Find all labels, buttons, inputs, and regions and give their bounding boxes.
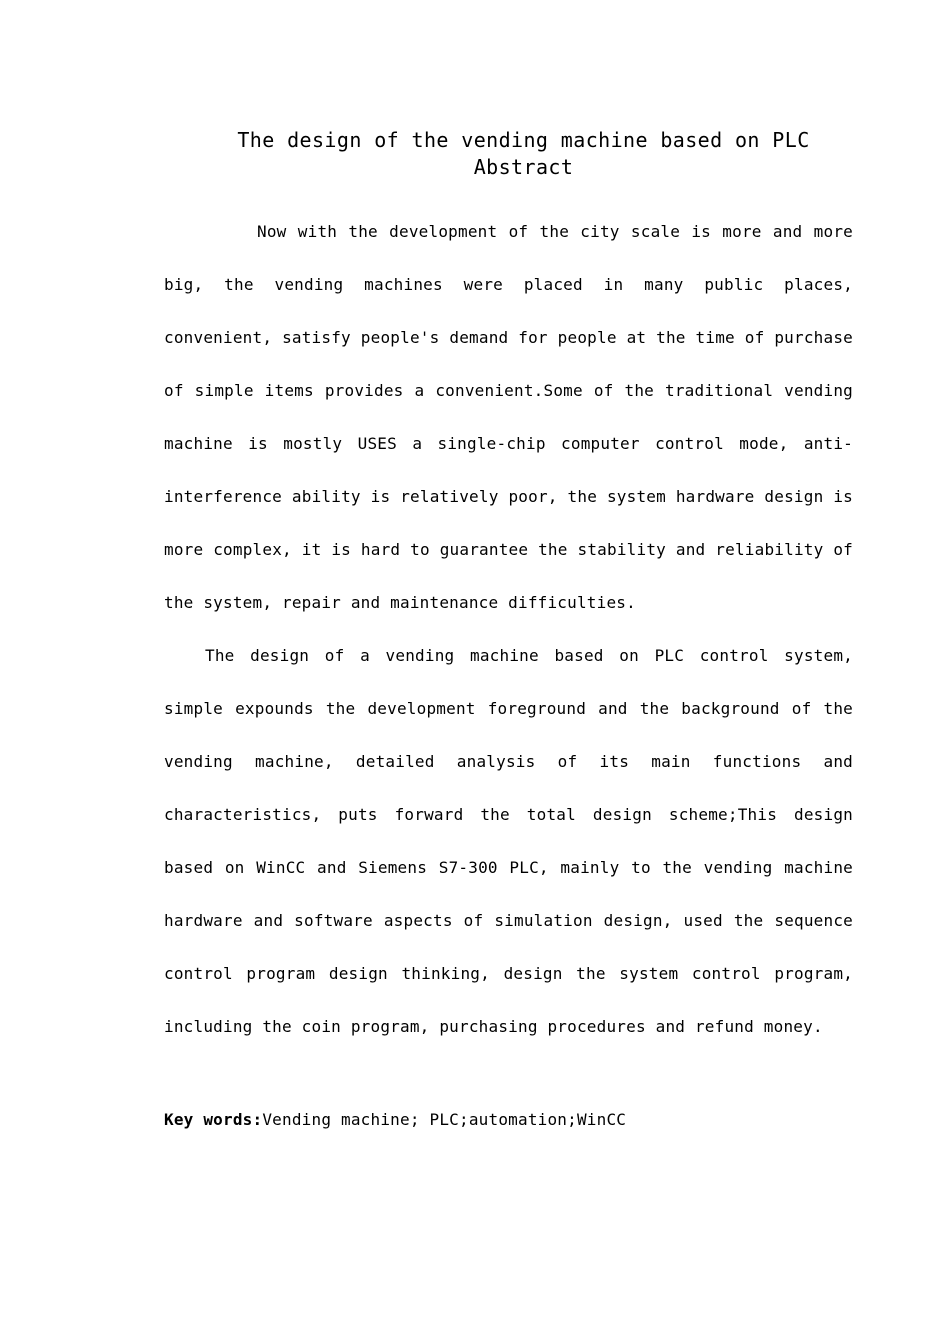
document-title: The design of the vending machine based on PLC [237, 128, 810, 152]
keywords-label: Key words: [164, 1110, 263, 1129]
abstract-paragraph-2: The design of a vending machine based on PLC control system, simple expounds the development foreground and the background of the vending machine, detailed analysis of its main functions and characteristics, puts forward the total design scheme;This design based on WinCC and Siemens S7-300 PLC, mainly to the vending machine hardware and software aspects of simulation design, used the sequence control program design thinking, design the system control program, including the coin program, purchasing procedures and refund money. [164, 646, 853, 1036]
abstract-body [164, 205, 853, 1053]
abstract-heading: Abstract [473, 155, 574, 179]
title-block [164, 127, 853, 181]
keywords-line [164, 1108, 853, 1132]
keywords-value: Vending machine; PLC;automation;WinCC [262, 1110, 627, 1129]
abstract-paragraph-1: Now with the development of the city scale is more and more big, the vending machines were placed in many public places, convenient, satisfy people's demand for people at the time of purchase of simple items provides a convenient.Some of the traditional vending machine is mostly USES a single-chip computer control mode, anti-interference ability is relatively poor, the system hardware design is more complex, it is hard to guarantee the stability and reliability of the system, repair and maintenance difficulties. [164, 222, 853, 612]
